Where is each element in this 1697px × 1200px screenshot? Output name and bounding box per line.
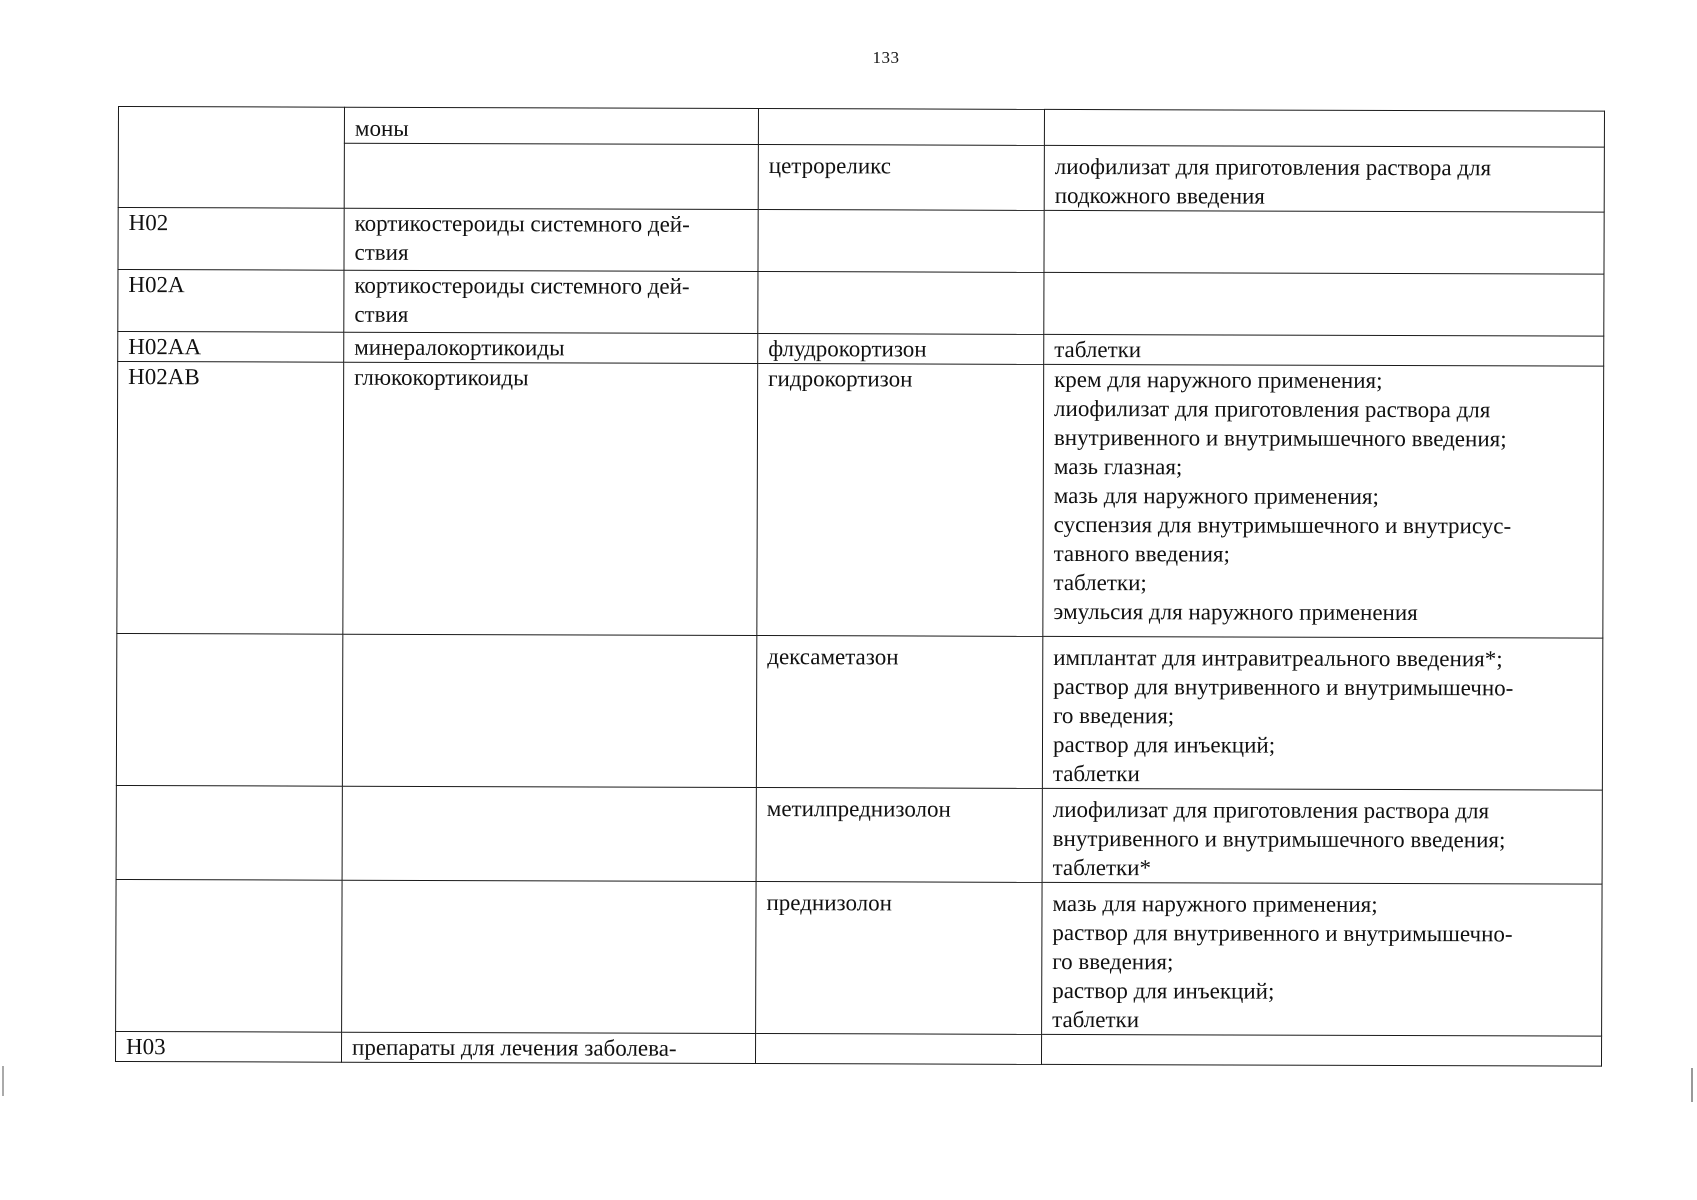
drug-name-cell	[758, 109, 1044, 146]
drug-name-cell	[755, 1034, 1041, 1065]
drug-name-cell	[756, 636, 1042, 789]
group-name-cell	[344, 208, 758, 271]
dosage-forms-cell	[1042, 882, 1602, 1036]
drug-name: гидрокортизон	[768, 366, 913, 392]
group-line: моны	[354, 115, 409, 141]
dosage-forms-cell	[1042, 636, 1602, 790]
drug-name-cell	[758, 272, 1044, 335]
drug-name-cell	[758, 334, 1044, 365]
dosage-form-line: таблетки	[1052, 760, 1140, 787]
atc-code-cell	[116, 785, 342, 880]
drug-name: цетрореликс	[768, 153, 892, 179]
group-line: препараты для лечения заболева-	[352, 1034, 677, 1061]
atc-code-cell	[118, 332, 344, 363]
dosage-form-line: внутривенного и внутримышечного введения;	[1053, 424, 1507, 452]
dosage-form-line: лиофилизат для приготовления раствора для	[1052, 796, 1490, 824]
table-row	[118, 332, 1604, 367]
dosage-forms-cell	[1043, 364, 1604, 638]
group-line: ствия	[354, 239, 409, 265]
dosage-forms-cell	[1044, 272, 1604, 336]
scan-edge-mark	[2, 1066, 4, 1096]
atc-code: H02AB	[128, 364, 200, 390]
drug-name: флудрокортизон	[768, 336, 927, 362]
dosage-form-line: имплантат для интравитреального введения*;	[1053, 644, 1503, 672]
dosage-forms-cell	[1044, 210, 1604, 274]
dosage-form-line: тавного введения;	[1053, 540, 1230, 567]
dosage-form-line: внутривенного и внутримышечного введения;	[1052, 825, 1506, 853]
drug-name: метилпреднизолон	[766, 796, 951, 822]
dosage-form-line: таблетки*	[1052, 854, 1152, 881]
dosage-forms-cell	[1041, 1034, 1601, 1066]
dosage-forms-cell	[1044, 334, 1604, 366]
group-name-cell	[344, 270, 758, 333]
dosage-form-line: го введения;	[1052, 948, 1174, 975]
table-row	[117, 362, 1604, 639]
group-name-cell	[342, 786, 756, 881]
dosage-form-line: эмульсия для наружного применения	[1053, 598, 1418, 626]
dosage-form-line: мазь глазная;	[1053, 453, 1183, 480]
table-row	[116, 633, 1602, 790]
dosage-form-line: мазь для наружного применения;	[1053, 482, 1379, 509]
drug-name: преднизолон	[766, 890, 893, 916]
atc-code-cell	[118, 208, 344, 271]
table-row	[118, 107, 1604, 148]
dosage-form-line: таблетки	[1054, 336, 1142, 363]
dosage-forms-cell	[1044, 109, 1604, 147]
atc-code: H02A	[128, 272, 185, 298]
atc-code: H03	[126, 1034, 166, 1060]
dosage-form-line: лиофилизат для приготовления раствора для	[1054, 395, 1491, 423]
table-row	[118, 270, 1604, 337]
group-name-cell	[341, 1032, 755, 1063]
drug-name-cell	[756, 882, 1042, 1035]
drug-name: дексаметазон	[767, 644, 899, 670]
scan-edge-mark	[1691, 1068, 1693, 1102]
dosage-form-line: крем для наружного применения;	[1054, 366, 1383, 393]
dosage-form-line: го введения;	[1053, 702, 1175, 729]
group-name-cell	[344, 143, 758, 209]
group-line: кортикостероиды системного дей-	[354, 210, 690, 237]
atc-code-cell	[116, 879, 342, 1032]
dosage-form-line: лиофилизат для приготовления раствора для	[1054, 153, 1492, 181]
table-row	[115, 1031, 1601, 1066]
group-name-cell	[343, 362, 758, 635]
drug-name-cell	[758, 145, 1044, 211]
atc-code: H02	[128, 210, 169, 236]
drug-name-cell	[758, 210, 1044, 273]
table-row	[116, 879, 1602, 1036]
atc-code: H02AA	[128, 334, 202, 360]
group-name-cell	[342, 634, 756, 787]
atc-code-cell	[116, 633, 342, 786]
group-line: глюкокортикоиды	[354, 364, 529, 391]
dosage-form-line: таблетки	[1052, 1006, 1140, 1033]
table-row	[116, 785, 1602, 884]
atc-code-cell	[117, 362, 344, 635]
dosage-forms-cell	[1042, 788, 1602, 884]
dosage-form-line: таблетки;	[1053, 569, 1147, 596]
group-name-cell	[342, 880, 756, 1033]
atc-code-cell	[115, 1031, 341, 1062]
group-name-cell	[344, 332, 758, 363]
table-row	[118, 208, 1604, 275]
drug-table	[115, 106, 1605, 1067]
dosage-form-line: раствор для инъекций;	[1052, 977, 1275, 1004]
group-line: ствия	[354, 301, 409, 327]
group-name-cell	[344, 107, 758, 144]
dosage-form-line: подкожного введения	[1054, 182, 1265, 209]
dosage-form-line: суспензия для внутримышечного и внутрисус-	[1053, 511, 1512, 539]
group-line: минералокортикоиды	[354, 334, 565, 361]
drug-name-cell	[756, 788, 1042, 883]
group-line: кортикостероиды системного дей-	[354, 272, 690, 299]
dosage-forms-cell	[1044, 145, 1604, 212]
dosage-form-line: мазь для наружного применения;	[1052, 890, 1378, 917]
dosage-form-line: раствор для инъекций;	[1052, 731, 1276, 758]
page-number: 133	[872, 48, 900, 67]
atc-code-cell	[118, 107, 344, 209]
atc-code-cell	[118, 270, 344, 333]
drug-name-cell	[757, 364, 1044, 637]
dosage-form-line: раствор для внутривенного и внутримышечно-	[1052, 919, 1513, 947]
dosage-form-line: раствор для внутривенного и внутримышечно-	[1053, 673, 1514, 701]
